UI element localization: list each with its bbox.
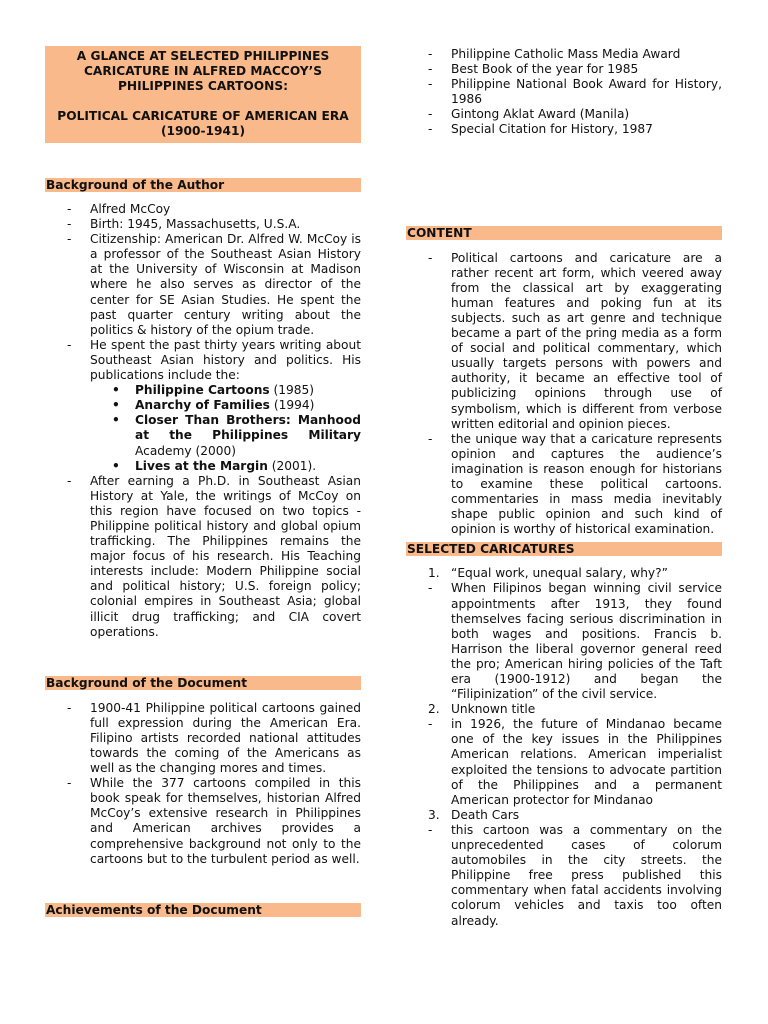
publication-item — [90, 459, 361, 474]
publication-title: Lives at the Margin — [135, 458, 268, 473]
caricatures-list — [406, 566, 722, 928]
list-item: - Best Book of the year for 1985 — [406, 62, 722, 77]
publications-list — [90, 383, 361, 474]
publication-title: Closer Than Brothers: Manhood at the Philippines Military — [135, 413, 361, 443]
caricature-title: 2. Unknown title — [428, 702, 536, 717]
caricature-title: 3. Death Cars — [428, 807, 520, 822]
publication-title: Anarchy of Families — [135, 398, 270, 413]
list-item: - Political cartoons and caricature are a rather recent art form, which veered away from the classical art by exaggerating human features and poking fun at its subjects. such as art genre and technique became a part of the pring media as a form of social and political commentary, which usually targets persons with powers and authority, it became an effective tool of publicizing opinions through use of symbolism, which is different from verbose written editorial and opinion pieces. — [406, 251, 722, 432]
list-item: - Gintong Aklat Award (Manila) — [406, 107, 722, 122]
publication-title: Philippine Cartoons — [135, 383, 270, 398]
publication-item — [90, 398, 361, 413]
list-item: - Citizenship: American Dr. Alfred W. McCoy is a professor of the Southeast Asian History at the University of Wisconsin at Madison where he also serves as director of the center for SE Asian Studies. He spent the past quarter century writing about the politics & history of the opium trade. — [45, 232, 361, 338]
list-item: - Birth: 1945, Massachusetts, U.S.A. — [45, 217, 361, 232]
publication-year: Academy (2000) — [135, 443, 237, 458]
title-sub: POLITICAL CARICATURE OF AMERICAN ERA (1900-1941) — [57, 109, 349, 138]
list-item: - While the 377 cartoons compiled in this book speak for themselves, historian Alfred McCoy’s extensive research in Philippines and American archives provides a comprehensive background not only to the cartoons but to the turbulent period as well. — [45, 776, 361, 867]
achievements-list — [406, 47, 722, 138]
caricature-description: - in 1926, the future of Mindanao became one of the key issues in the Philippines American relations. American imperialist exploited the tensions to advocate partition of the Philippines and a permanent American protector for Mindanao — [406, 717, 722, 808]
publications-intro: He spent the past thirty years writing about Southeast Asian history and politics. His publications include the: — [90, 337, 361, 383]
content-list — [406, 251, 722, 538]
document-list — [45, 701, 361, 867]
list-item: - Philippine National Book Award for History, 1986 — [406, 77, 722, 107]
list-item: - Alfred McCoy — [45, 202, 361, 217]
heading-caricatures: SELECTED CARICATURES — [406, 542, 722, 556]
list-item — [45, 338, 361, 474]
title-main: A GLANCE AT SELECTED PHILIPPINES CARICATURE IN ALFRED MACCOY’S PHILIPPINES CARTOONS: — [76, 49, 330, 93]
author-list — [45, 202, 361, 640]
list-item: - After earning a Ph.D. in Southeast Asian History at Yale, the writings of McCoy on this region have focused on two topics - Philippine political history and global opium trafficking. The Philippines remains the major focus of his research. His Teaching interests include: Modern Philippine social and political history; U.S. foreign policy; colonial empires in Southeast Asia; global illicit drug trafficking; and CIA covert operations. — [45, 474, 361, 640]
right-column — [406, 0, 722, 929]
caricature-description: - this cartoon was a commentary on the unprecedented cases of colorum automobiles in the city streets. the Philippine free press published this commentary when fatal accidents involving colorum vehicles and taxis too often already. — [406, 823, 722, 929]
heading-author: Background of the Author — [45, 178, 361, 192]
left-column — [45, 0, 361, 917]
list-item: - Special Citation for History, 1987 — [406, 122, 722, 137]
list-item: - 1900-41 Philippine political cartoons gained full expression during the American Era. Filipino artists recorded national attitudes towards the coming of the Americans as well as the changing mores and times. — [45, 701, 361, 776]
list-item: - the unique way that a caricature represents opinion and captures the audience’s imagination is reason enough for historians to examine these political cartoons. commentaries in mass media inevitably shape public opinion and such kind of opinion is worthy of historical examination. — [406, 432, 722, 538]
publication-year: (1985) — [273, 383, 315, 398]
caricature-title: 1. “Equal work, unequal salary, why?” — [428, 566, 668, 581]
publication-item — [90, 413, 361, 458]
title-box — [45, 46, 361, 143]
caricature-description: - When Filipinos began winning civil service appointments after 1913, they found themselves facing serious discrimination in both wages and positions. Francis b. Harrison the liberal governor general reed the pro; American hiring policies of the Taft era (1900-1912) and began the “Filipinization” of the civil service. — [406, 581, 722, 702]
publication-item — [90, 383, 361, 398]
publication-year: (1994) — [273, 398, 315, 413]
heading-content: CONTENT — [406, 226, 722, 240]
heading-document: Background of the Document — [45, 676, 361, 690]
list-item: - Philippine Catholic Mass Media Award — [406, 47, 722, 62]
publication-year: (2001). — [271, 458, 317, 473]
heading-achievements: Achievements of the Document — [45, 903, 361, 917]
